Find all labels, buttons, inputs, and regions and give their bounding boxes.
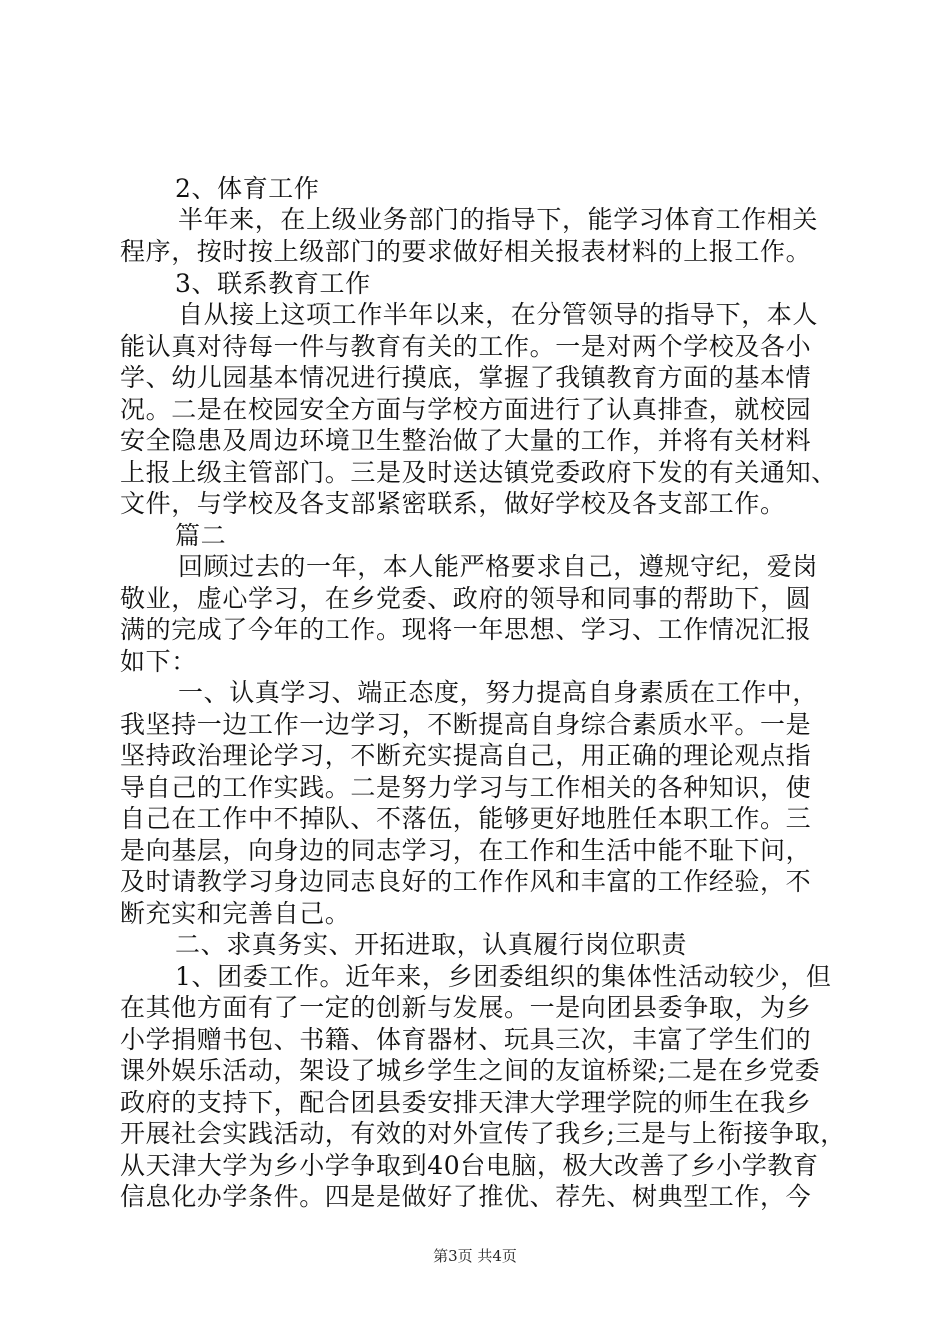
paragraph-line: 上报上级主管部门。三是及时送达镇党委政府下发的有关通知、 [120, 458, 837, 487]
paragraph-line: 从天津大学为乡小学争取到40台电脑，极大改善了乡小学教育 [120, 1151, 819, 1180]
paragraph-line: 程序，按时按上级部门的要求做好相关报表材料的上报工作。 [120, 237, 812, 266]
paragraph-line: 是向基层，向身边的同志学习，在工作和生活中能不耻下问， [120, 836, 812, 865]
paragraph-line: 坚持政治理论学习，不断充实提高自己，用正确的理论观点指 [120, 741, 812, 770]
paragraph-line: 安全隐患及周边环境卫生整治做了大量的工作，并将有关材料 [120, 426, 812, 455]
paragraph-line: 学、幼儿园基本情况进行摸底，掌握了我镇教育方面的基本情 [120, 363, 812, 392]
section-heading-part-two: 篇二 [175, 521, 227, 550]
paragraph-line: 能认真对待每一件与教育有关的工作。一是对两个学校及各小 [120, 332, 812, 361]
paragraph-line: 回顾过去的一年，本人能严格要求自己，遵规守纪，爱岗 [178, 552, 819, 581]
paragraph-line: 满的完成了今年的工作。现将一年思想、学习、工作情况汇报 [120, 615, 812, 644]
paragraph-line: 开展社会实践活动，有效的对外宣传了我乡;三是与上衔接争取， [120, 1119, 846, 1148]
paragraph-line: 如下： [120, 647, 197, 676]
paragraph-line: 断充实和完善自己。 [120, 899, 351, 928]
paragraph-line: 自己在工作中不掉队、不落伍，能够更好地胜任本职工作。三 [120, 804, 812, 833]
heading-sports-work: 2、体育工作 [175, 174, 320, 203]
paragraph-line: 导自己的工作实践。二是努力学习与工作相关的各种知识，使 [120, 773, 812, 802]
paragraph-line: 及时请教学习身边同志良好的工作作风和丰富的工作经验，不 [120, 867, 812, 896]
paragraph-line: 政府的支持下，配合团县委安排天津大学理学院的师生在我乡 [120, 1088, 812, 1117]
heading-education-liaison: 3、联系教育工作 [175, 269, 371, 298]
paragraph-line: 半年来，在上级业务部门的指导下，能学习体育工作相关 [178, 205, 819, 234]
paragraph-line: 1、团委工作。近年来，乡团委组织的集体性活动较少，但 [175, 962, 832, 991]
heading-duties: 二、求真务实、开拓进取，认真履行岗位职责 [175, 930, 688, 959]
paragraph-line: 文件，与学校及各支部紧密联系，做好学校及各支部工作。 [120, 489, 786, 518]
paragraph-line: 信息化办学条件。四是是做好了推优、荐先、树典型工作，今 [120, 1182, 812, 1211]
page-footer: 第3页 共4页 [433, 1247, 517, 1265]
paragraph-line: 课外娱乐活动，架设了城乡学生之间的友谊桥梁;二是在乡党委 [120, 1056, 821, 1085]
paragraph-line: 小学捐赠书包、书籍、体育器材、玩具三次，丰富了学生们的 [120, 1025, 812, 1054]
paragraph-line: 我坚持一边工作一边学习，不断提高自身综合素质水平。一是 [120, 710, 812, 739]
paragraph-line: 自从接上这项工作半年以来，在分管领导的指导下，本人 [178, 300, 819, 329]
paragraph-line: 一、认真学习、端正态度，努力提高自身素质在工作中， [178, 678, 819, 707]
paragraph-line: 在其他方面有了一定的创新与发展。一是向团县委争取，为乡 [120, 993, 812, 1022]
paragraph-line: 况。二是在校园安全方面与学校方面进行了认真排查，就校园 [120, 395, 812, 424]
paragraph-line: 敬业，虚心学习，在乡党委、政府的领导和同事的帮助下，圆 [120, 584, 812, 613]
